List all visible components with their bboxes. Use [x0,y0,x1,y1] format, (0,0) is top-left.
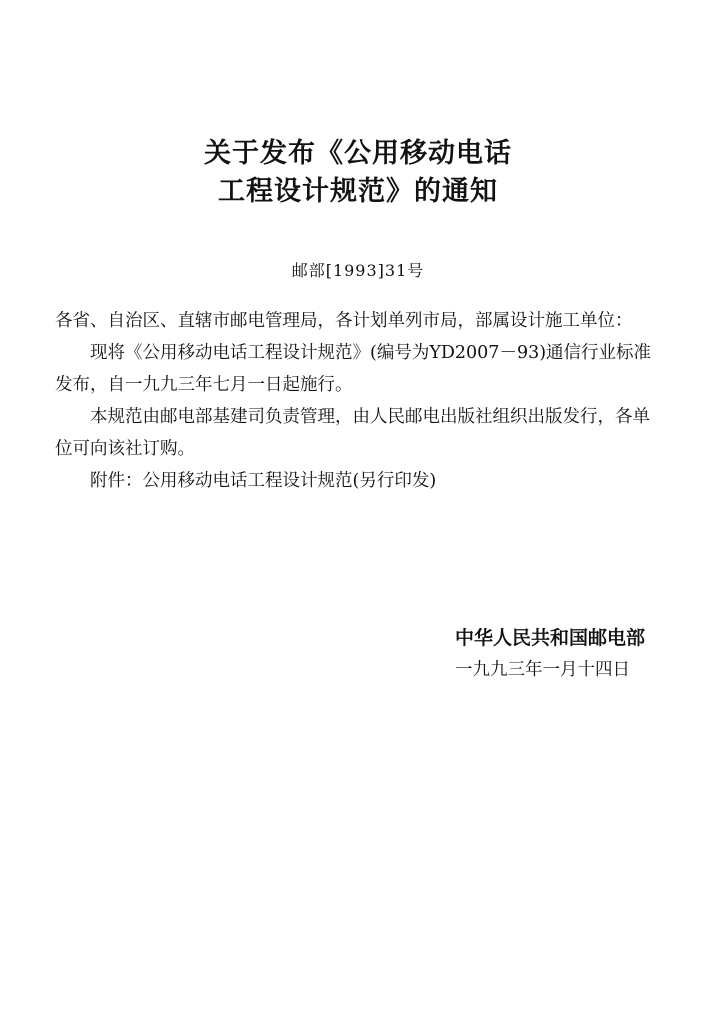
addressee-line: 各省、自治区、直辖市邮电管理局，各计划单列市局，部属设计施工单位： [55,311,633,331]
body-paragraph-1: 现将《公用移动电话工程设计规范》(编号为YD2007－93)通信行业标准发布，自一九九三年七月一日起施行。 [55,343,652,395]
document-number: 邮部[1993]31号 [291,261,425,280]
issuer-name: 中华人民共和国邮电部 [455,627,646,649]
attachment-line: 附件：公用移动电话工程设计规范(另行印发) [90,471,437,491]
issue-date: 一九九三年一月十四日 [455,660,630,680]
notice-title-line-2: 工程设计规范》的通知 [218,176,498,207]
notice-title-line-1: 关于发布《公用移动电话 [204,138,512,169]
notice-body [55,305,661,497]
body-paragraph-2: 本规范由邮电部基建司负责管理，由人民邮电出版社组织出版发行，各单位可向该社订购。 [55,407,650,459]
